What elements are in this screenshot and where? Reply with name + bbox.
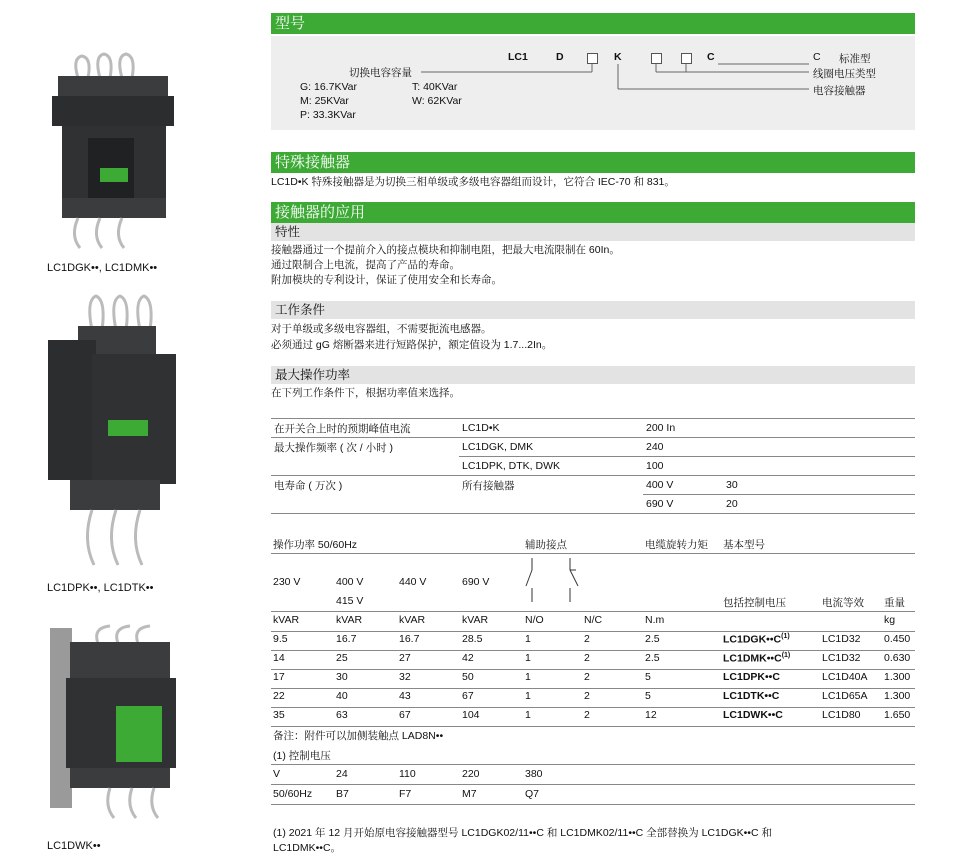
h-v415: 415 V <box>336 595 364 607</box>
unit-label: N/O <box>525 614 544 626</box>
table-cell <box>884 690 910 702</box>
cell-text: 1 <box>525 652 531 664</box>
cell-text: 1.300 <box>884 690 911 702</box>
cell-text: 50 <box>462 671 474 683</box>
cell-text: 67 <box>462 690 474 702</box>
model-c-legend-letter: C <box>813 51 821 63</box>
footnote-marker: (1) <box>781 633 790 640</box>
special-text: LC1D•K 特殊接触器是为切换三相单级或多级电容器组而设计，它符合 IEC-70 和 831。 <box>271 176 675 188</box>
h-base: 基本型号 <box>723 539 765 551</box>
cell-text: LC1DTK••C <box>723 690 780 702</box>
cell-text: 0.630 <box>884 652 911 664</box>
table-cell: 240 <box>643 438 723 457</box>
unit-label: kVAR <box>273 614 300 626</box>
section-special-title: 特殊接触器 <box>271 152 915 173</box>
remark-text: 备注：附件可以加侧装触点 LAD8N•• <box>273 730 444 742</box>
table-cell: LC1D•K <box>459 419 643 438</box>
unit-label: N/C <box>584 614 603 626</box>
cell-text: LC1DWK••C <box>723 709 783 721</box>
h-power: 操作功率 50/60Hz <box>273 539 358 551</box>
subsection-power-title: 最大操作功率 <box>271 366 915 384</box>
voltage-value: 220 <box>462 768 480 780</box>
table-cell <box>399 690 411 702</box>
table-row <box>271 438 915 457</box>
condition-line-1: 对于单级或多级电容器组，不需要扼流电感器。 <box>271 323 492 335</box>
cell-text: 35 <box>273 709 285 721</box>
cell-text: 2 <box>584 690 590 702</box>
capacity-m: M: 25KVar <box>300 95 349 107</box>
table-cell <box>645 652 660 664</box>
table-cell <box>459 495 643 514</box>
code-part-k: K <box>614 51 622 63</box>
voltage-value: 110 <box>399 768 416 780</box>
table-cell <box>525 690 531 702</box>
table-cell <box>822 690 868 702</box>
table-cell <box>336 671 348 683</box>
product-image-dgk <box>40 48 190 258</box>
voltage-code: M7 <box>462 788 477 800</box>
table-cell: 电寿命 ( 万次 ) <box>271 476 459 495</box>
h-incl: 包括控制电压 <box>723 597 786 609</box>
divider <box>271 707 915 708</box>
table-cell: 400 V <box>643 476 723 495</box>
cell-text: 16.7 <box>399 633 420 645</box>
table-cell <box>723 438 915 457</box>
cell-text: 1.650 <box>884 709 911 721</box>
table-row <box>271 476 915 495</box>
capacity-t: T: 40KVar <box>412 81 458 93</box>
table-cell <box>884 709 910 721</box>
table-cell <box>273 633 288 645</box>
h-v400: 400 V <box>336 576 364 588</box>
cell-text: LC1DGK••C <box>723 633 782 646</box>
cell-text: LC1D32 <box>822 633 861 645</box>
voltage-value: V <box>273 768 281 780</box>
cell-text: LC1DPK••C <box>723 671 780 683</box>
h-torque: 电缆旋转力矩 <box>645 539 708 551</box>
cell-text: 28.5 <box>462 633 483 645</box>
table-cell <box>822 652 861 664</box>
table-cell <box>399 633 419 645</box>
cell-text: 63 <box>336 709 348 721</box>
table-cell <box>271 495 459 514</box>
table-cell <box>525 633 531 645</box>
table-cell: 30 <box>723 476 915 495</box>
table-cell <box>273 690 285 702</box>
cell-text: 12 <box>645 709 657 721</box>
h-aux: 辅助接点 <box>525 539 567 551</box>
table-cell <box>525 652 531 664</box>
peak-current-table <box>271 418 915 514</box>
cell-text: 2.5 <box>645 652 660 664</box>
table-cell: LC1DGK, DMK <box>459 438 643 457</box>
cell-text: 104 <box>462 709 480 721</box>
code-part-d: D <box>556 51 564 63</box>
cell-text: 1 <box>525 690 531 702</box>
table-cell: 200 In <box>643 419 723 438</box>
cell-text: 30 <box>336 671 348 683</box>
cell-text: 17 <box>273 671 285 683</box>
model-contactor-label: 电容接触器 <box>813 85 866 97</box>
divider <box>271 553 915 554</box>
table-cell <box>884 652 910 664</box>
table-cell <box>822 709 861 721</box>
cell-text: 1 <box>525 709 531 721</box>
table-cell <box>399 709 411 721</box>
product-image-dpk <box>40 290 190 575</box>
cell-text: 22 <box>273 690 285 702</box>
divider <box>271 631 915 632</box>
table-cell <box>273 652 285 664</box>
table-cell <box>645 709 657 721</box>
table-cell: 在开关合上时的预期峰值电流 <box>274 422 411 435</box>
contact-symbols <box>520 556 590 604</box>
capacity-label: 切换电容容量 <box>349 67 412 79</box>
cell-text: 5 <box>645 690 651 702</box>
h-v230: 230 V <box>273 576 301 588</box>
model-coil-label: 线圈电压类型 <box>813 68 876 80</box>
unit-label: kg <box>884 614 896 626</box>
feature-line-3: 附加模块的专利设计，保证了使用安全和长寿命。 <box>271 274 502 286</box>
capacity-w: W: 62KVar <box>412 95 462 107</box>
footnote-marker: (1) <box>781 652 791 659</box>
cell-text: 1 <box>525 633 531 645</box>
footnote-line-2: LC1DMK••C。 <box>273 842 342 854</box>
reference-code <box>723 690 779 702</box>
cell-text: 43 <box>399 690 411 702</box>
voltage-value: 24 <box>336 768 348 780</box>
table-row <box>271 457 915 476</box>
table-cell <box>584 709 590 721</box>
table-cell <box>584 690 590 702</box>
divider <box>271 611 915 612</box>
table-row <box>271 495 915 514</box>
cell-text: 16.7 <box>336 633 357 645</box>
cell-text: 40 <box>336 690 348 702</box>
table-row <box>271 419 915 438</box>
product-image-dwk <box>40 618 190 823</box>
control-voltage-title: (1) 控制电压 <box>273 750 331 762</box>
table-cell <box>273 671 285 683</box>
table-cell <box>462 633 482 645</box>
product-caption-dwk: LC1DWK•• <box>47 840 101 852</box>
table-cell: 100 <box>643 457 723 476</box>
cell-text: 1.300 <box>884 671 911 683</box>
divider <box>271 726 915 727</box>
cell-text: LC1D32 <box>822 652 861 664</box>
h-equiv: 电流等效 <box>822 597 864 609</box>
unit-label: N.m <box>645 614 665 626</box>
table-cell <box>723 419 915 438</box>
table-cell <box>336 652 348 664</box>
subsection-features-title: 特性 <box>271 223 915 241</box>
feature-line-1: 接触器通过一个提前介入的接点模块和抑制电阻，把最大电流限制在 60In。 <box>271 244 620 256</box>
cell-text: 27 <box>399 652 411 664</box>
table-cell <box>822 671 868 683</box>
cell-text: 1 <box>525 671 531 683</box>
reference-code <box>723 671 780 683</box>
divider <box>271 784 915 785</box>
table-cell <box>525 709 531 721</box>
cell-text: 2 <box>584 709 590 721</box>
cell-text: LC1D65A <box>822 690 868 702</box>
cell-text: 14 <box>273 652 285 664</box>
table-cell <box>525 671 531 683</box>
reference-code <box>723 652 790 665</box>
table-cell: LC1DPK, DTK, DWK <box>459 457 643 476</box>
model-standard-label: 标准型 <box>839 53 871 65</box>
h-weight: 重量 <box>884 597 905 609</box>
table-cell <box>645 633 660 645</box>
subsection-conditions-title: 工作条件 <box>271 301 915 319</box>
table-cell <box>336 633 356 645</box>
unit-label: kVAR <box>399 614 426 626</box>
table-cell <box>399 652 411 664</box>
cell-text: 2 <box>584 671 590 683</box>
power-text: 在下列工作条件下，根据功率值来选择。 <box>271 387 460 399</box>
voltage-code: 50/60Hz <box>273 788 313 800</box>
voltage-code: B7 <box>336 788 349 800</box>
product-caption-dgk: LC1DGK••, LC1DMK•• <box>47 262 158 274</box>
table-cell <box>462 709 480 721</box>
table-cell <box>723 457 915 476</box>
table-cell <box>271 457 459 476</box>
cell-text: 2.5 <box>645 633 660 645</box>
divider <box>271 804 915 805</box>
table-cell <box>584 671 590 683</box>
table-cell <box>462 652 474 664</box>
table-cell <box>336 709 348 721</box>
divider <box>271 669 915 670</box>
table-cell <box>336 690 348 702</box>
condition-line-2: 必须通过 gG 熔断器来进行短路保护，额定值设为 1.7...2In。 <box>271 339 553 351</box>
capacity-g: G: 16.7KVar <box>300 81 358 93</box>
table-cell: 690 V <box>643 495 723 514</box>
product-caption-dpk: LC1DPK••, LC1DTK•• <box>47 582 154 594</box>
table-cell: 20 <box>723 495 915 514</box>
table-cell: 所有接触器 <box>459 476 643 495</box>
table-cell <box>884 633 910 645</box>
voltage-code: Q7 <box>525 788 540 800</box>
reference-code <box>723 709 783 721</box>
divider <box>271 650 915 651</box>
cell-text: 2 <box>584 633 590 645</box>
footnote-line-1: (1) 2021 年 12 月开始原电容接触器型号 LC1DGK02/11••C 和 LC1DMK02/11••C 全部替换为 LC1DGK••C 和 <box>273 827 772 839</box>
cell-text: LC1D40A <box>822 671 868 683</box>
section-model-title: 型号 <box>271 13 915 34</box>
cell-text: 5 <box>645 671 651 683</box>
code-part-lc1: LC1 <box>508 51 528 63</box>
table-cell <box>822 633 861 645</box>
unit-label: kVAR <box>336 614 363 626</box>
table-cell <box>645 690 651 702</box>
code-part-c: C <box>707 51 715 63</box>
h-v690: 690 V <box>462 576 490 588</box>
divider <box>271 764 915 765</box>
table-cell <box>645 671 651 683</box>
table-cell <box>884 671 910 683</box>
feature-line-2: 通过限制合上电流，提高了产品的寿命。 <box>271 259 460 271</box>
cell-text: 32 <box>399 671 411 683</box>
table-cell: 最大操作频率 ( 次 / 小时 ) <box>271 438 459 457</box>
table-cell <box>584 633 590 645</box>
cell-text: 0.450 <box>884 633 911 645</box>
table-cell <box>273 709 285 721</box>
voltage-code: F7 <box>399 788 412 800</box>
cell-text: 2 <box>584 652 590 664</box>
table-cell <box>584 652 590 664</box>
cell-text: 9.5 <box>273 633 288 645</box>
cell-text: 25 <box>336 652 348 664</box>
reference-code <box>723 633 790 646</box>
voltage-value: 380 <box>525 768 543 780</box>
cell-text: 42 <box>462 652 474 664</box>
table-cell <box>462 671 474 683</box>
h-v440: 440 V <box>399 576 427 588</box>
cell-text: 67 <box>399 709 411 721</box>
table-cell <box>462 690 474 702</box>
table-cell <box>399 671 411 683</box>
cell-text: LC1D80 <box>822 709 861 721</box>
unit-label: kVAR <box>462 614 489 626</box>
capacity-p: P: 33.3KVar <box>300 109 356 121</box>
cell-text: LC1DMK••C <box>723 652 782 665</box>
divider <box>271 688 915 689</box>
section-application-title: 接触器的应用 <box>271 202 915 223</box>
